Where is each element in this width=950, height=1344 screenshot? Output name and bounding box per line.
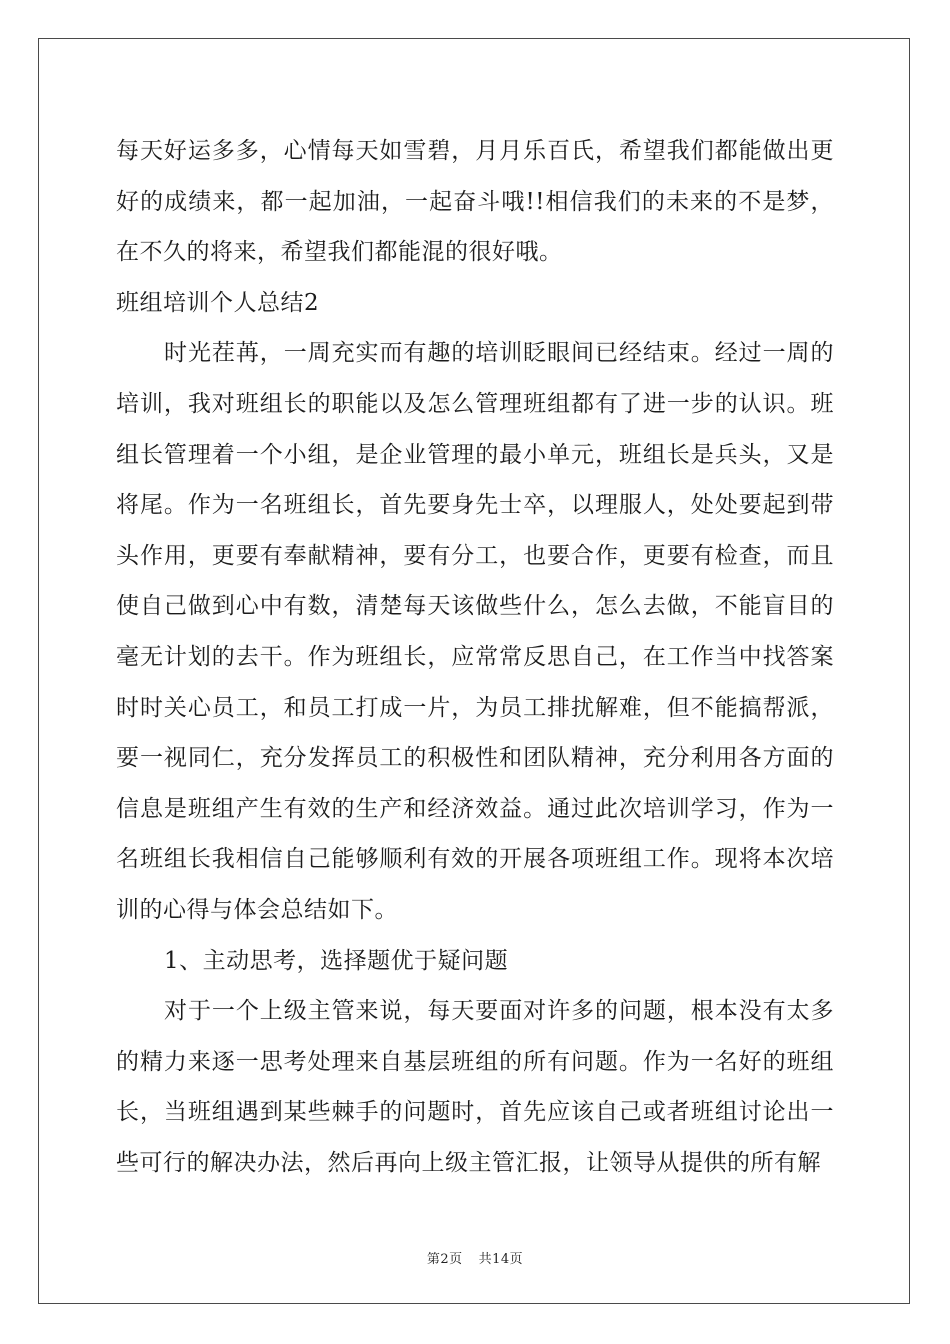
document-body bbox=[116, 126, 834, 1188]
page-footer bbox=[0, 1248, 950, 1267]
paragraph-subheading: 1、主动思考，选择题优于疑问题 bbox=[164, 947, 509, 974]
page-total: 共14页 bbox=[478, 1252, 524, 1267]
paragraph-intro: 每天好运多多，心情每天如雪碧，月月乐百氏，希望我们都能做出更好的成绩来，都一起加油，一起奋斗哦!!相信我们的未来的不是梦，在不久的将来，希望我们都能混的很好哦。 bbox=[116, 138, 834, 266]
page-number: 第2页 bbox=[426, 1252, 463, 1267]
paragraph-detail: 对于一个上级主管来说，每天要面对许多的问题，根本没有太多的精力来逐一思考处理来自基层班组的所有问题。作为一名好的班组长，当班组遇到某些棘手的问题时，首先应该自己或者班组讨论出一些可行的解决办法，然后再向上级主管汇报，让领导从提供的所有解 bbox=[116, 998, 834, 1176]
section-heading: 班组培训个人总结2 bbox=[116, 289, 320, 316]
paragraph-main: 时光茬苒，一周充实而有趣的培训眨眼间已经结束。经过一周的培训，我对班组长的职能以及怎么管理班组都有了进一步的认识。班组长管理着一个小组，是企业管理的最小单元，班组长是兵头，又是将尾。作为一名班组长，首先要身先士卒，以理服人，处处要起到带头作用，更要有奉献精神，要有分工，也要合作，更要有检查，而且使自己做到心中有数，清楚每天该做些什么，怎么去做，不能盲目的毫无计划的去干。作为班组长，应常常反思自己，在工作当中找答案时时关心员工，和员工打成一片，为员工排扰解难，但不能搞帮派，要一视同仁，充分发挥员工的积极性和团队精神，充分利用各方面的信息是班组产生有效的生产和经济效益。通过此次培训学习，作为一名班组长我相信自己能够顺利有效的开展各项班组工作。现将本次培训的心得与体会总结如下。 bbox=[116, 340, 834, 923]
